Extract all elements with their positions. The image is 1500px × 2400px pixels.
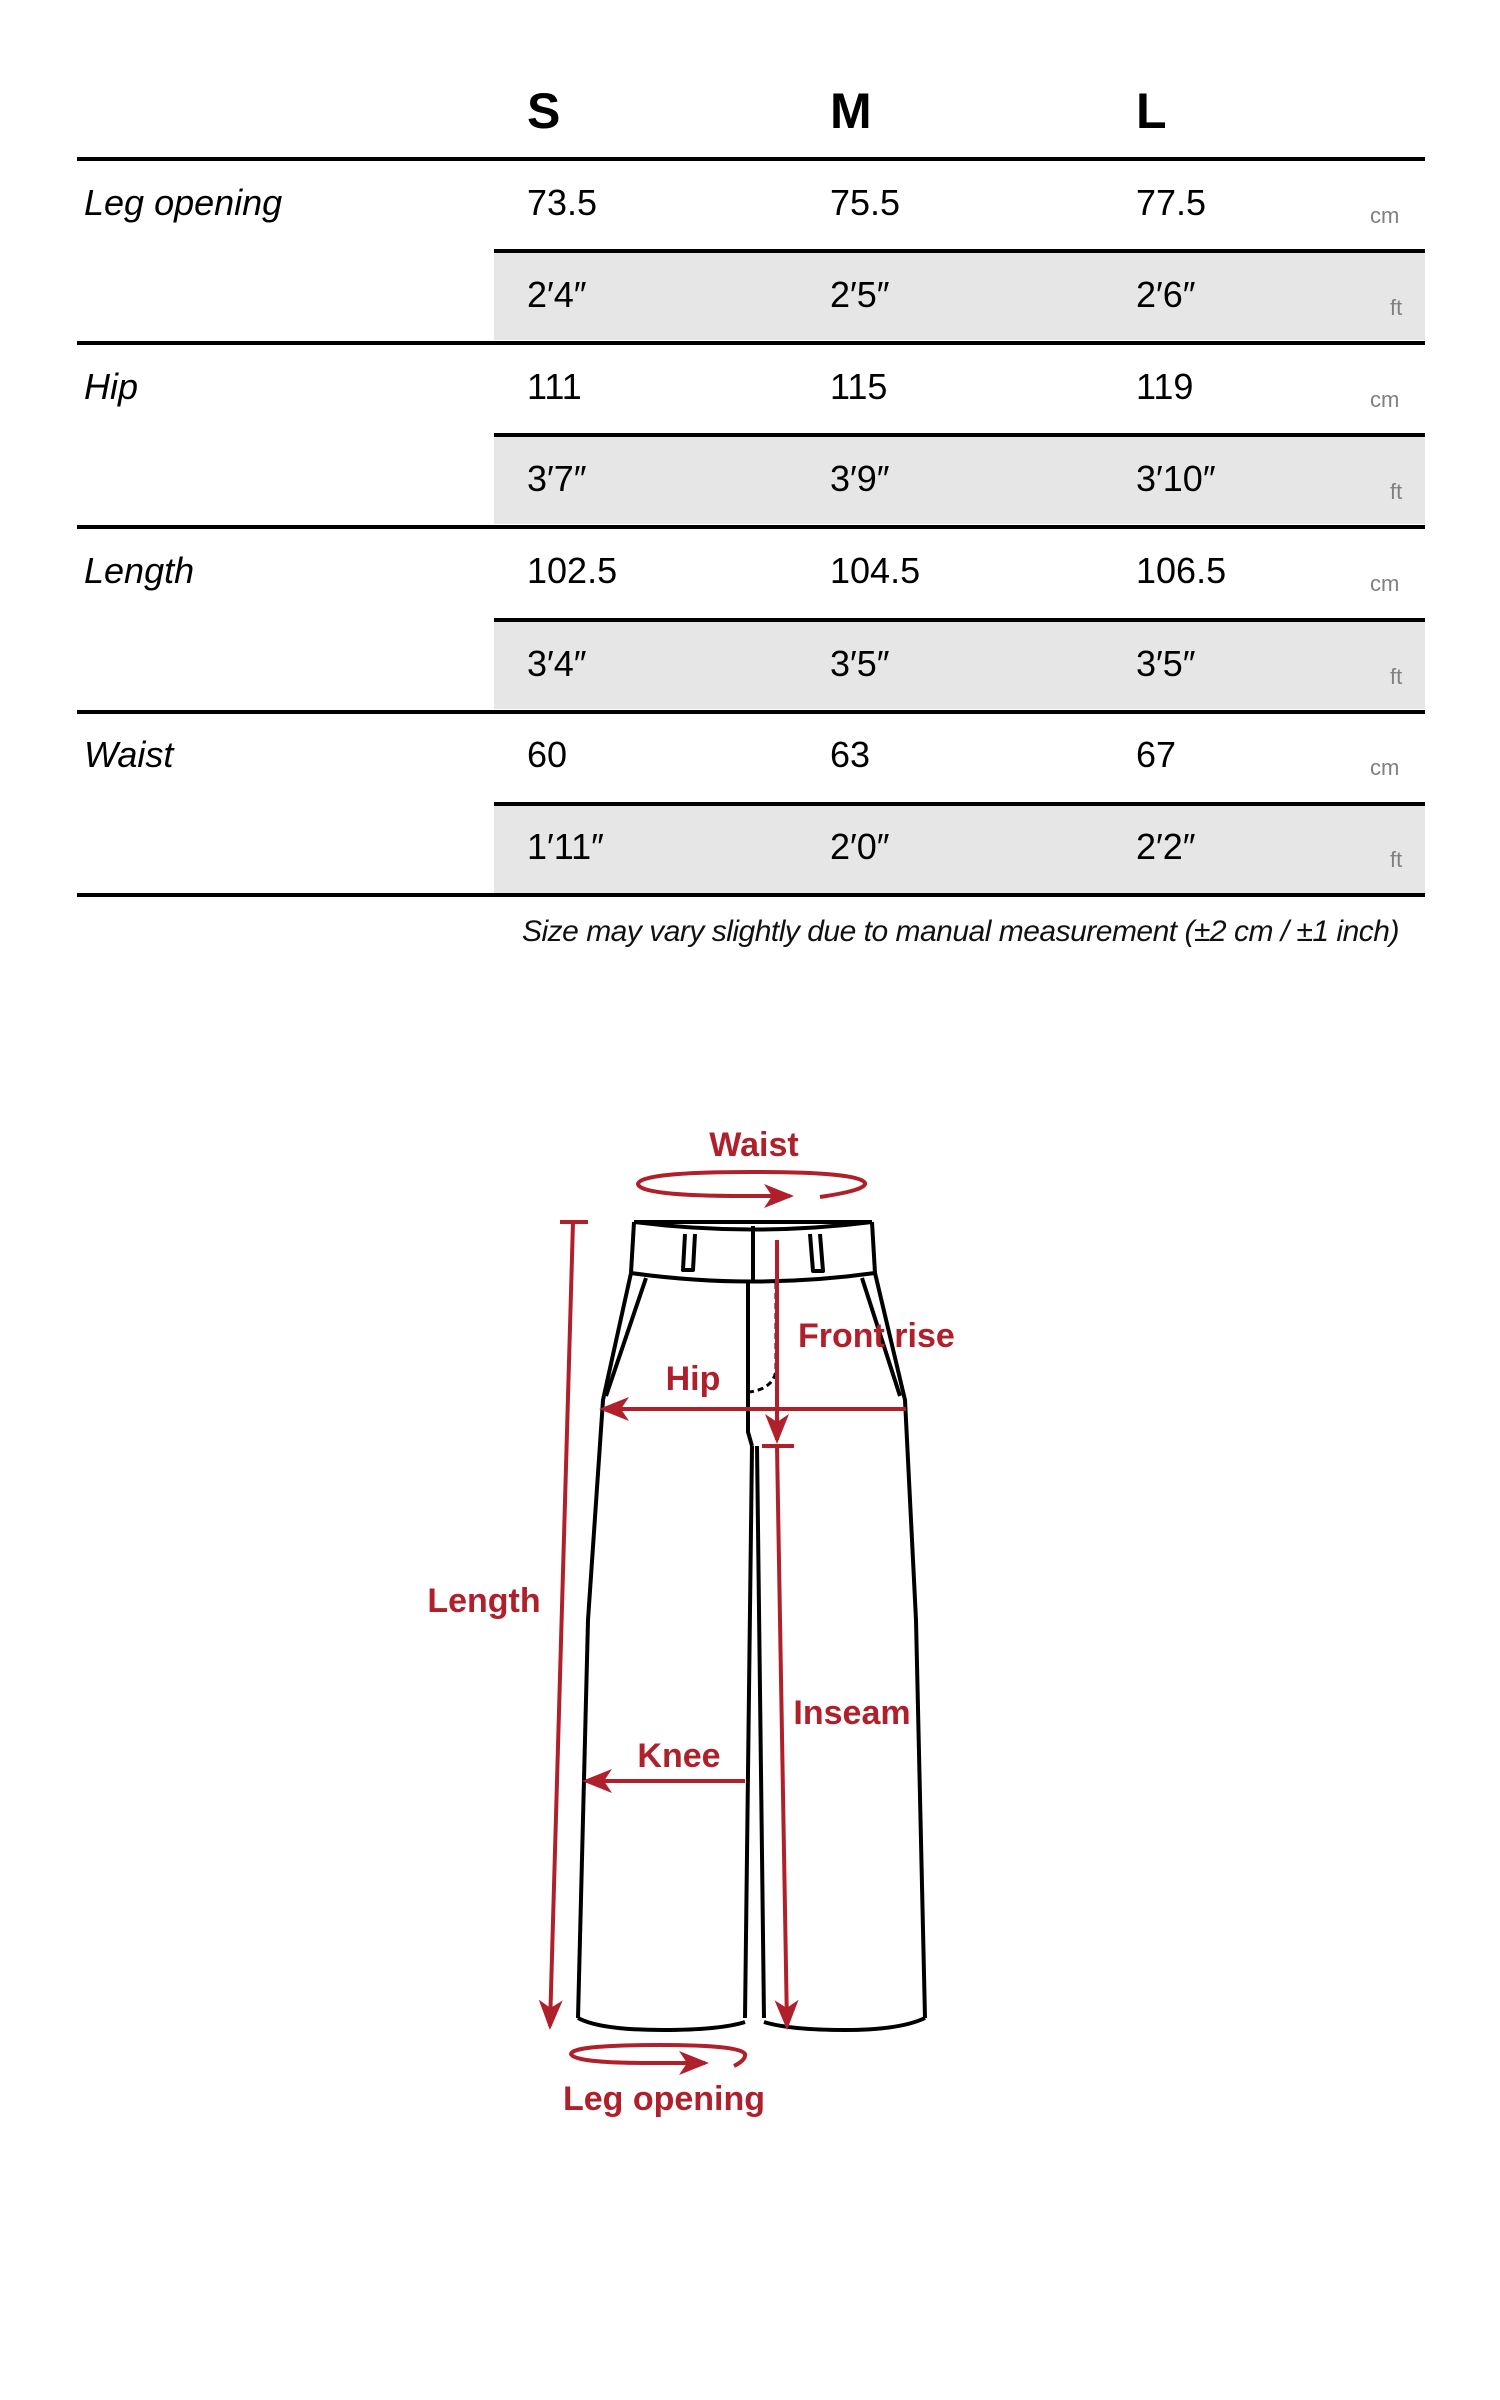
cell-cm: 60 [527, 734, 568, 775]
size-header-m: M [830, 83, 872, 139]
size-header-l: L [1136, 83, 1167, 139]
unit-cm: cm [1370, 571, 1400, 596]
cell-cm: 77.5 [1136, 182, 1207, 223]
cell-cm: 102.5 [527, 550, 618, 591]
cell-ft: 2′5″ [830, 274, 890, 315]
cell-ft: 2′0″ [830, 826, 890, 867]
cell-cm: 67 [1136, 734, 1177, 775]
cell-ft: 3′5″ [1136, 643, 1196, 684]
measure-lines [550, 1172, 906, 2066]
unit-ft: ft [1390, 479, 1403, 504]
cell-cm: 119 [1136, 366, 1194, 407]
label-knee: Knee [637, 1737, 721, 1775]
unit-cm: cm [1370, 203, 1400, 228]
cell-cm: 111 [527, 366, 582, 407]
row-label-waist: Waist [84, 734, 174, 775]
label-length: Length [427, 1582, 541, 1620]
size-header-s: S [527, 83, 561, 139]
cell-ft: 2′4″ [527, 274, 587, 315]
cell-cm: 106.5 [1136, 550, 1227, 591]
measurement-note: Size may vary slightly due to manual measurement (±2 cm / ±1 inch) [522, 915, 1399, 948]
label-waist: Waist [709, 1126, 799, 1164]
label-inseam: Inseam [793, 1694, 911, 1732]
label-front-rise: Front rise [798, 1317, 955, 1355]
label-hip: Hip [665, 1360, 721, 1398]
cell-cm: 63 [830, 734, 871, 775]
cell-cm: 115 [830, 366, 888, 407]
unit-ft: ft [1390, 295, 1403, 320]
label-leg-opening: Leg opening [562, 2080, 766, 2118]
cell-ft: 3′7″ [527, 458, 587, 499]
cell-ft: 3′4″ [527, 643, 587, 684]
cell-ft: 2′6″ [1136, 274, 1196, 315]
unit-cm: cm [1370, 755, 1400, 780]
cell-ft: 3′5″ [830, 643, 890, 684]
cell-ft: 3′9″ [830, 458, 890, 499]
cell-ft: 1′11″ [527, 826, 604, 867]
unit-cm: cm [1370, 387, 1400, 412]
row-label-leg-opening: Leg opening [84, 182, 283, 223]
cell-ft: 2′2″ [1136, 826, 1196, 867]
row-label-hip: Hip [84, 366, 139, 407]
cell-cm: 73.5 [527, 182, 598, 223]
unit-ft: ft [1390, 847, 1403, 872]
cell-cm: 104.5 [830, 550, 921, 591]
unit-ft: ft [1390, 664, 1403, 689]
cell-ft: 3′10″ [1136, 458, 1216, 499]
cell-cm: 75.5 [830, 182, 901, 223]
row-label-length: Length [84, 550, 195, 591]
